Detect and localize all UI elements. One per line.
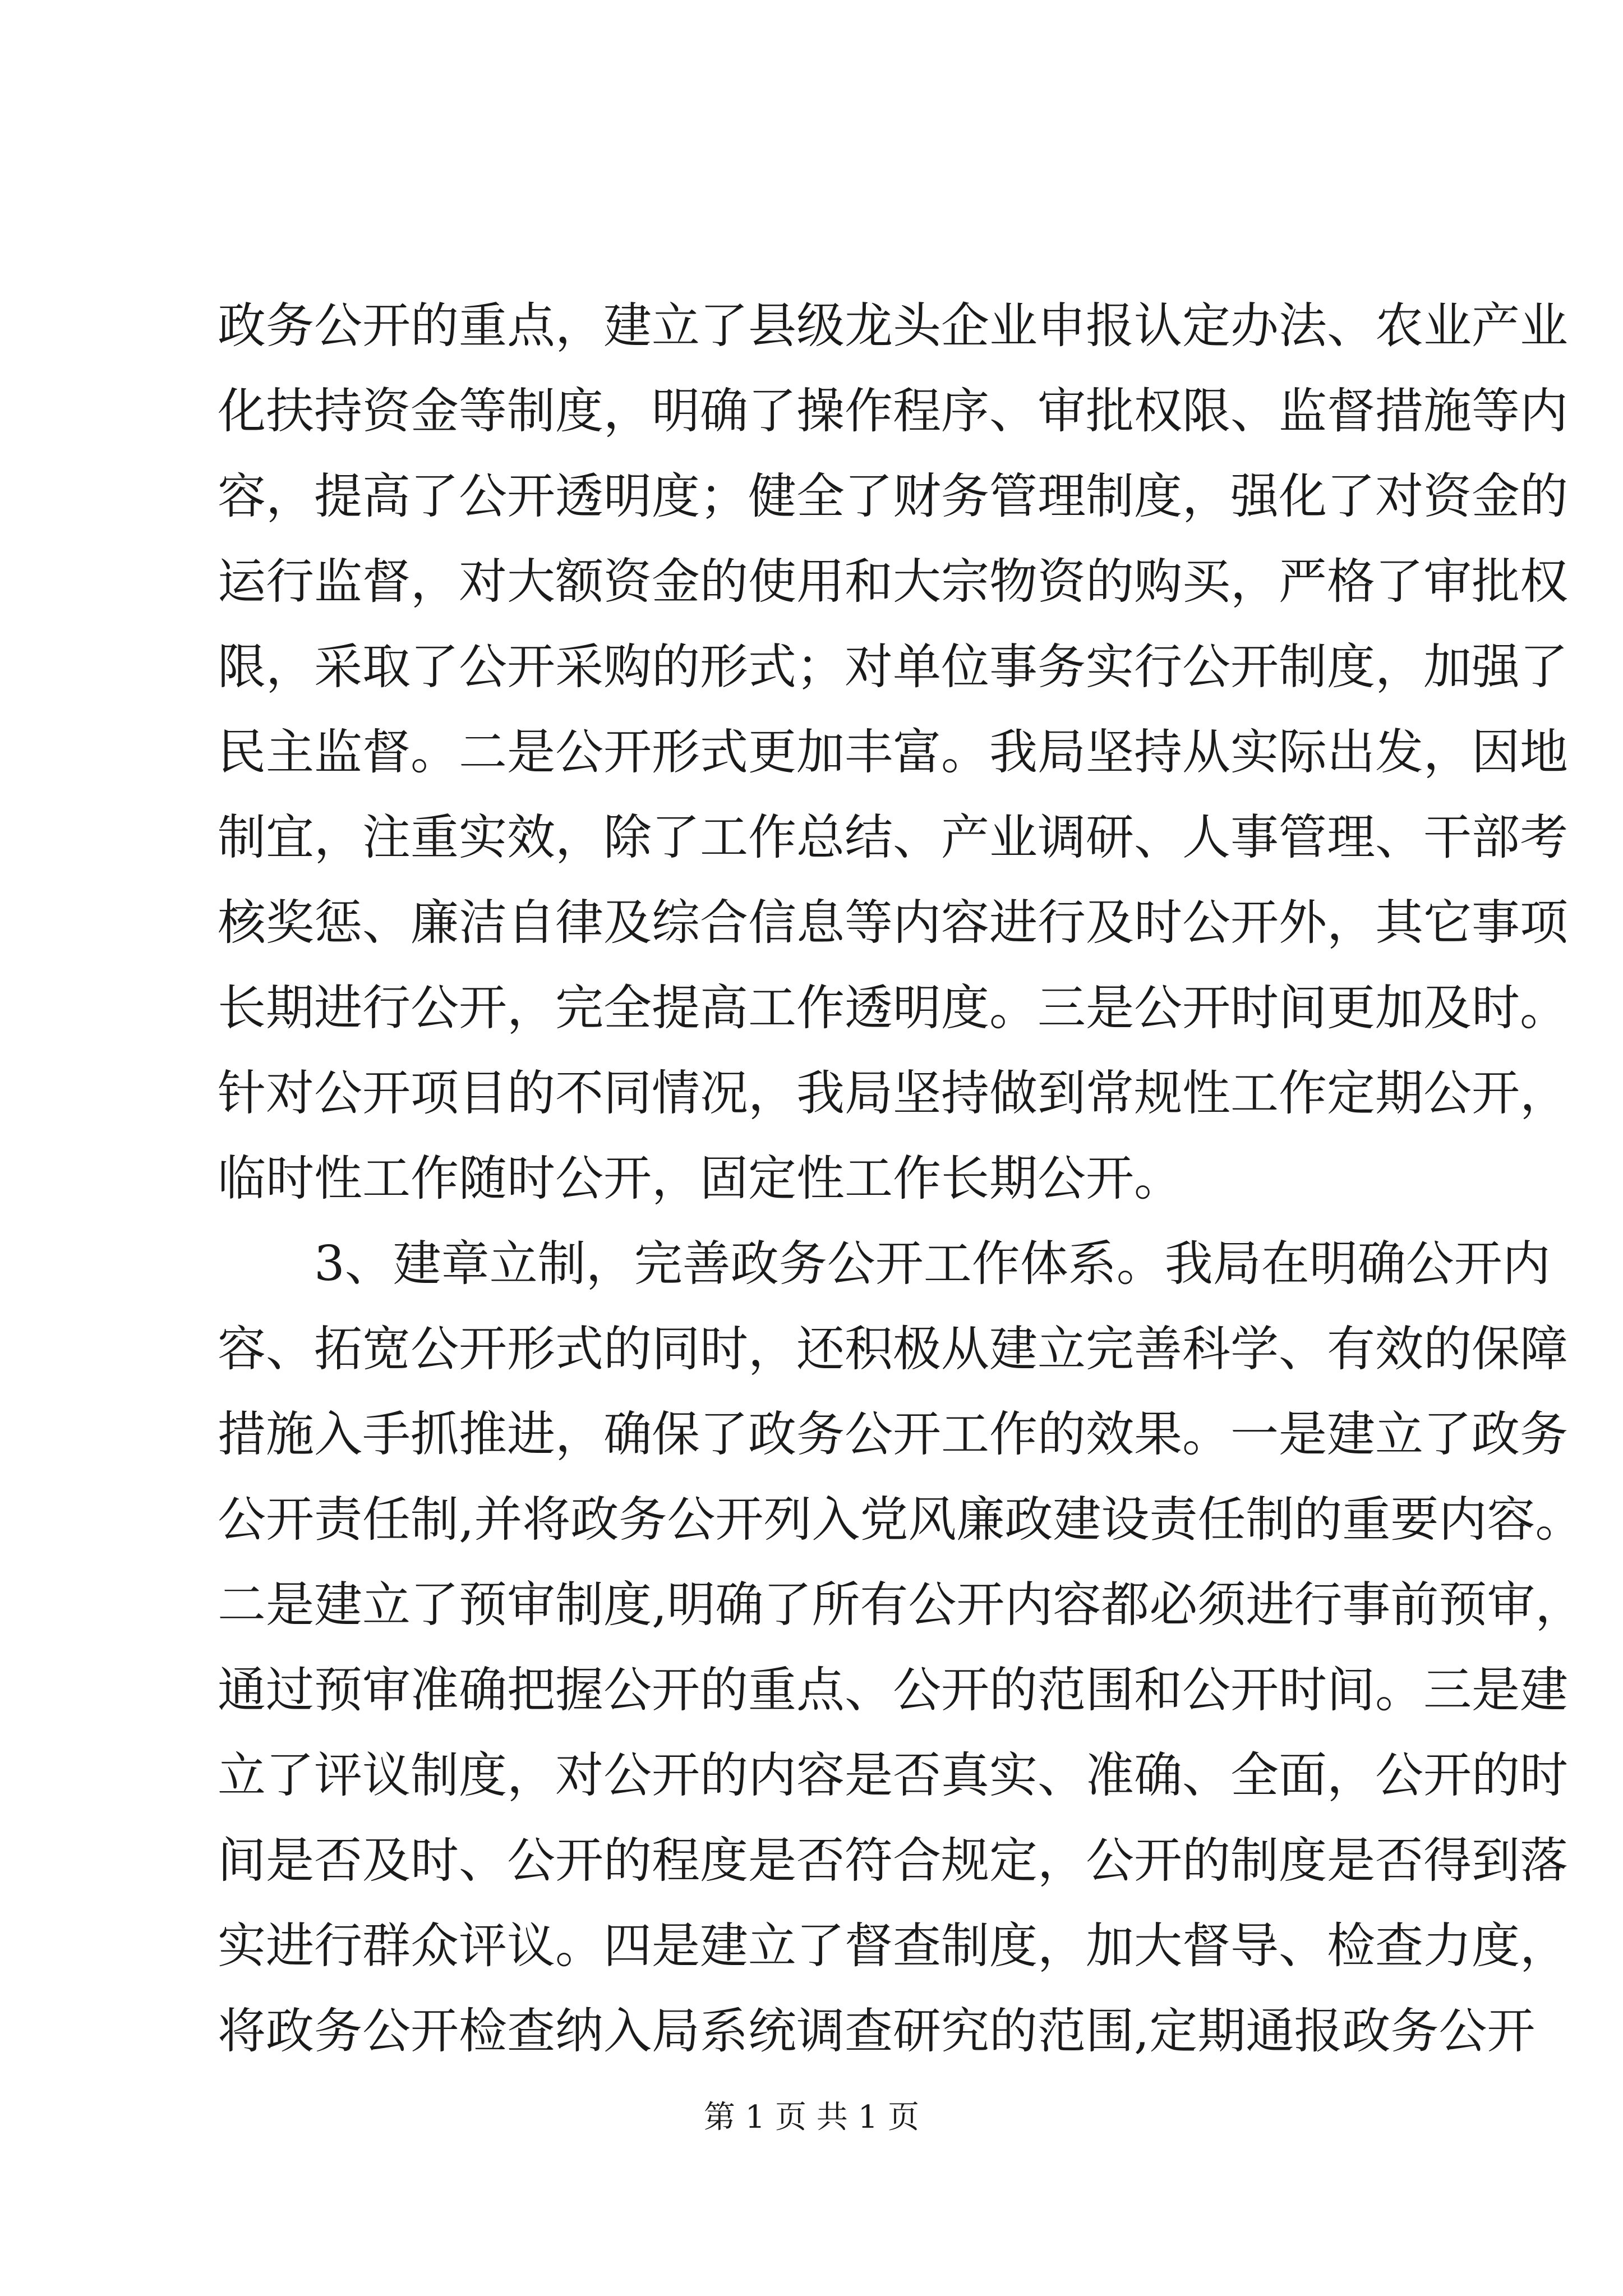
text-line: 长期进行公开，完全提高工作透明度。三是公开时间更加及时。 [218, 980, 1568, 1036]
body-text [218, 283, 1584, 2074]
text-line: 间是否及时、公开的程度是否符合规定，公开的制度是否得到落 [218, 1833, 1568, 1889]
text-line: 将政务公开检查纳入局系统调查研究的范围,定期通报政务公开 [218, 2003, 1536, 2059]
text-line: 立了评议制度，对公开的内容是否真实、准确、全面，公开的时 [218, 1747, 1568, 1803]
text-line: 3、建章立制，完善政务公开工作体系。我局在明确公开内 [314, 1236, 1551, 1292]
text-line: 针对公开项目的不同情况，我局坚持做到常规性工作定期公开， [218, 1065, 1568, 1121]
text-line: 实进行群众评议。四是建立了督查制度，加大督导、检查力度， [218, 1918, 1568, 1974]
text-line: 容、拓宽公开形式的同时，还积极从建立完善科学、有效的保障 [218, 1321, 1568, 1377]
text-line: 临时性工作随时公开，固定性工作长期公开。 [218, 1151, 1182, 1207]
text-line: 二是建立了预审制度,明确了所有公开内容都必须进行事前预审， [218, 1577, 1584, 1633]
page-footer [0, 2098, 1623, 2137]
text-line: 容，提高了公开透明度；健全了财务管理制度，强化了对资金的 [218, 468, 1568, 524]
text-line: 运行监督，对大额资金的使用和大宗物资的购买，严格了审批权 [218, 554, 1568, 610]
text-line: 政务公开的重点，建立了县级龙头企业申报认定办法、农业产业 [218, 298, 1568, 354]
text-line: 限，采取了公开采购的形式；对单位事务实行公开制度，加强了 [218, 639, 1568, 695]
text-line: 民主监督。二是公开形式更加丰富。我局坚持从实际出发，因地 [218, 724, 1568, 780]
text-line: 通过预审准确把握公开的重点、公开的范围和公开时间。三是建 [218, 1662, 1568, 1718]
page-number-label: 第 1 页 共 1 页 [703, 2099, 920, 2136]
text-line: 制宜，注重实效，除了工作总结、产业调研、人事管理、干部考 [218, 809, 1568, 866]
text-line: 公开责任制,并将政务公开列入党风廉政建设责任制的重要内容。 [218, 1492, 1584, 1548]
text-line: 核奖惩、廉洁自律及综合信息等内容进行及时公开外，其它事项 [218, 895, 1568, 951]
text-line: 化扶持资金等制度，明确了操作程序、审批权限、监督措施等内 [218, 383, 1568, 439]
text-line: 措施入手抓推进，确保了政务公开工作的效果。一是建立了政务 [218, 1406, 1568, 1462]
